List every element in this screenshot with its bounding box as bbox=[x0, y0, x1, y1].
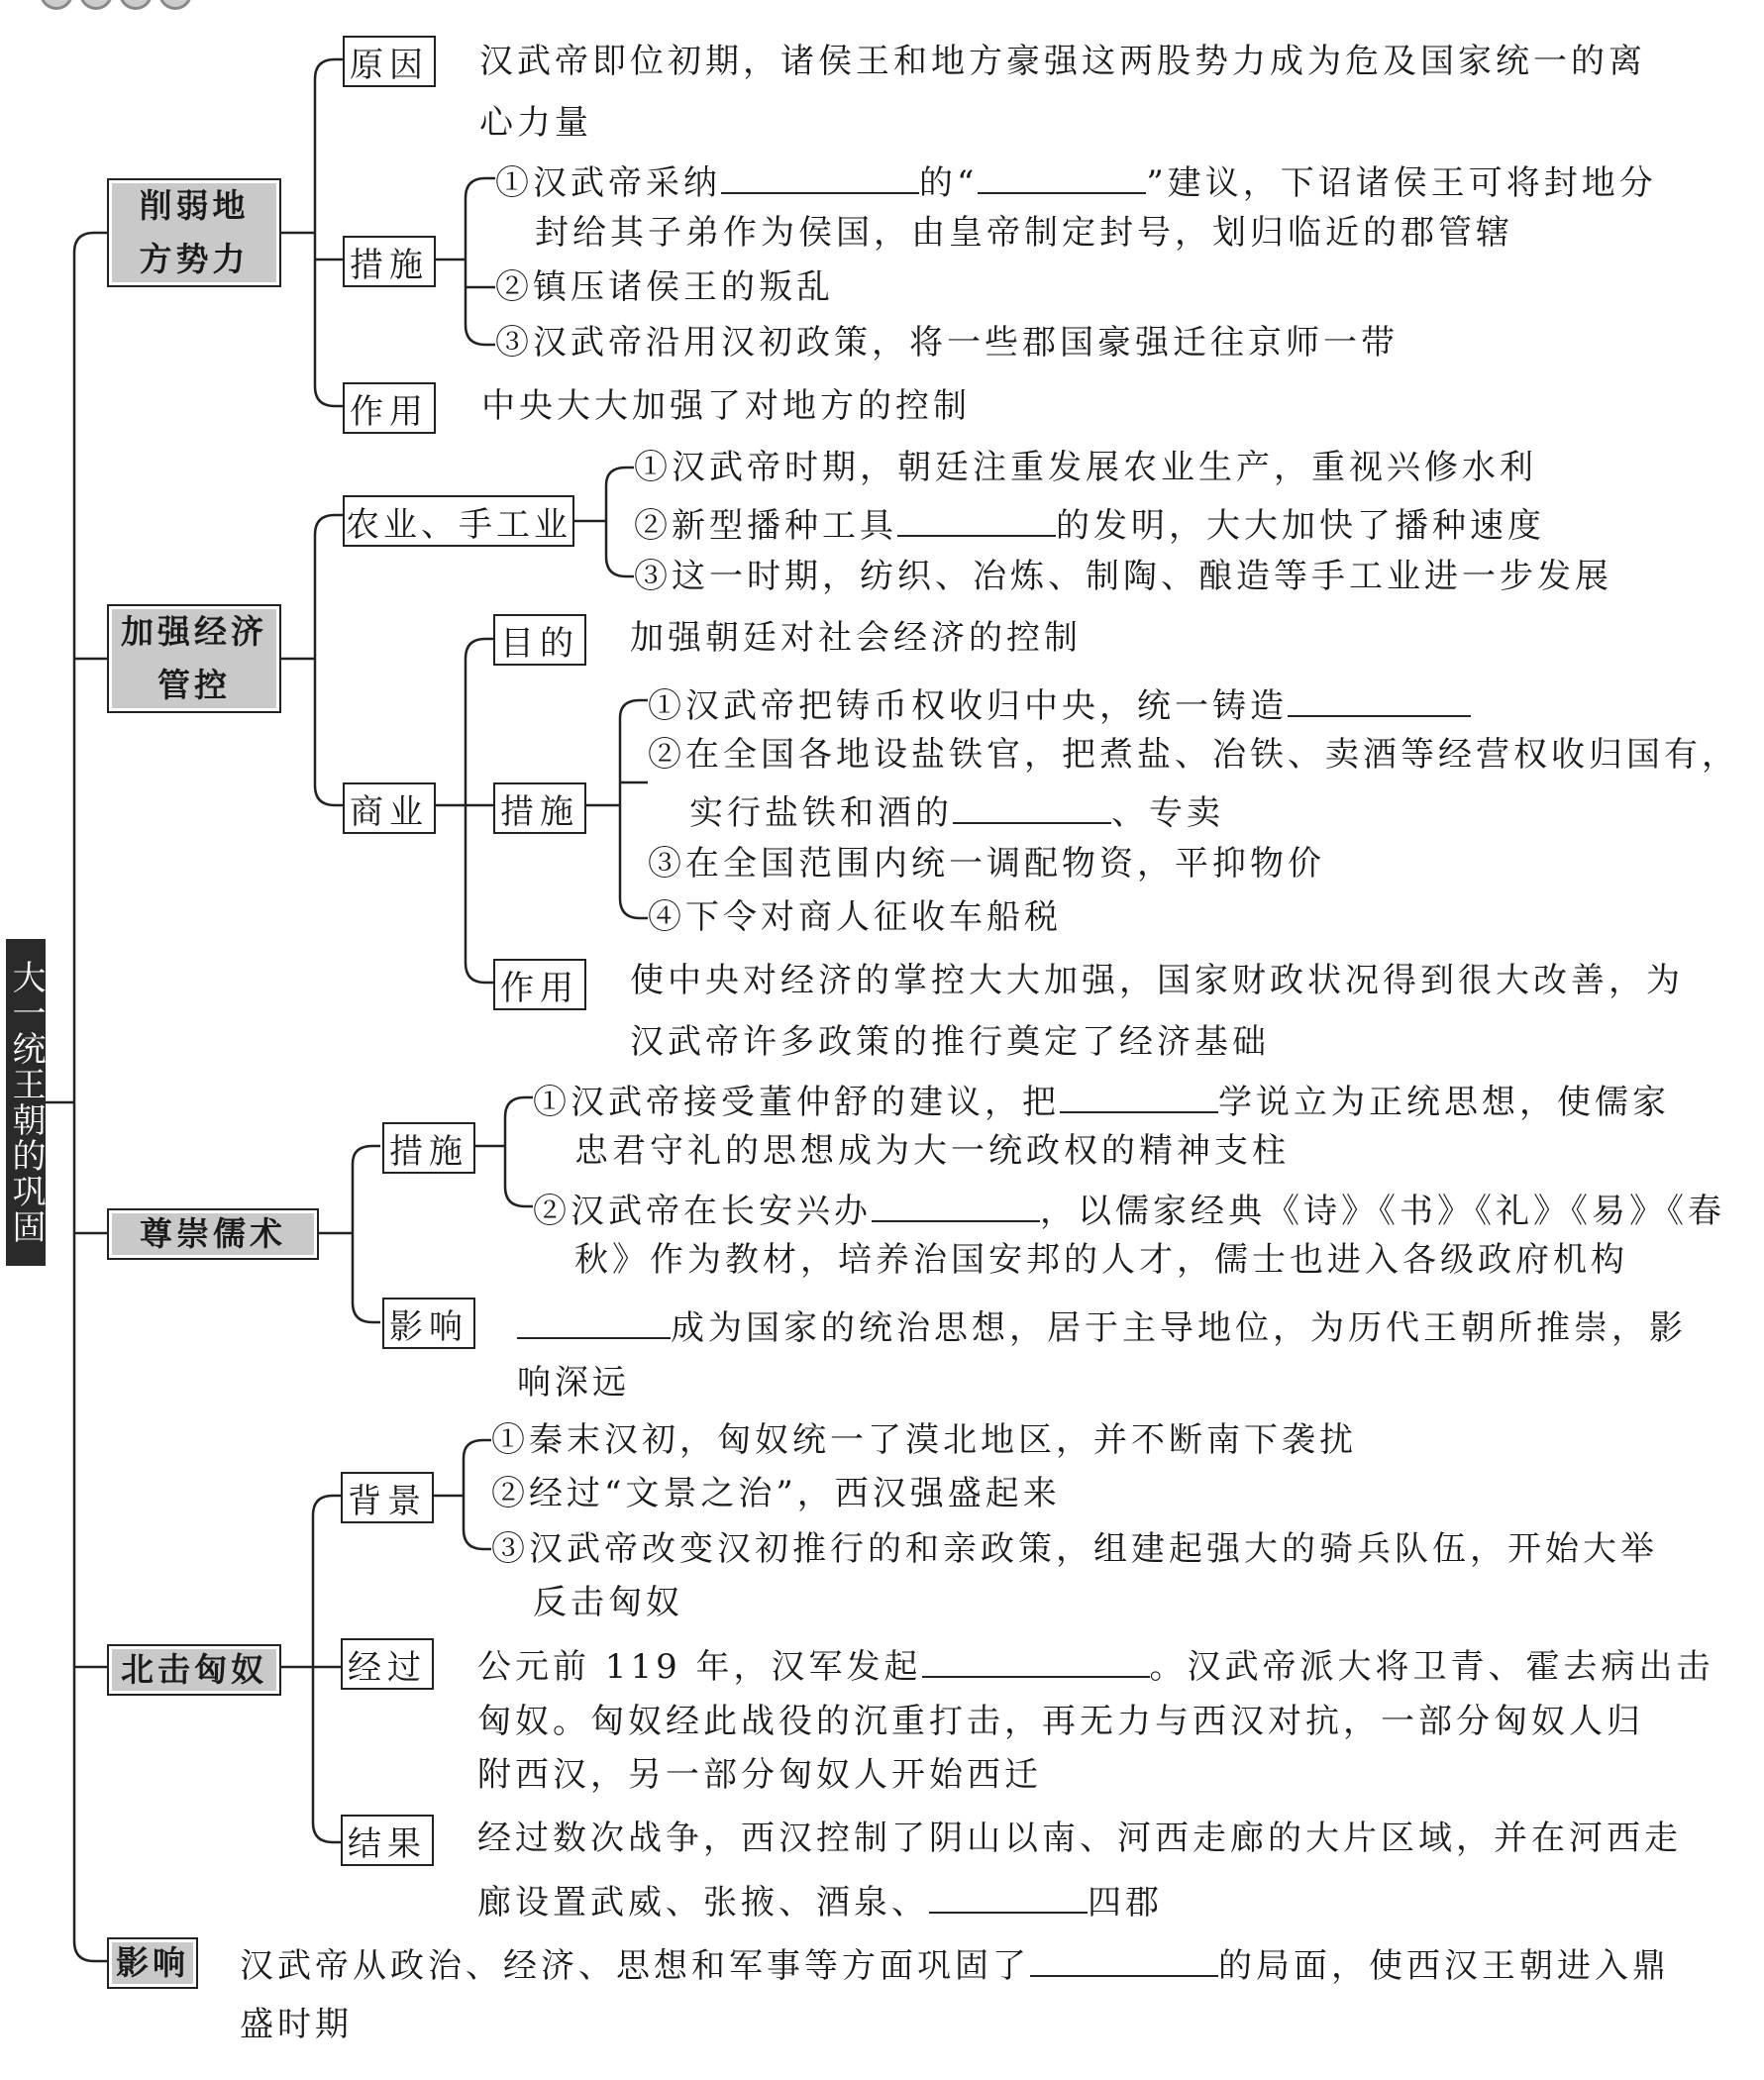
b2-measure-2-line1: ②在全国各地设盐铁官，把煮盐、冶铁、卖酒等经营权收归国有， bbox=[648, 735, 1739, 775]
b3-influence-label: 影响 bbox=[382, 1298, 475, 1349]
branch-weaken-local-powers: 削弱地 方势力 bbox=[107, 178, 281, 287]
main-title: 大一统王朝的巩固 bbox=[6, 939, 46, 1266]
b3-influence-line2: 响深远 bbox=[517, 1363, 630, 1403]
fill-blank[interactable] bbox=[1030, 1941, 1218, 1977]
b2-effect-label: 作用 bbox=[493, 959, 586, 1010]
b1-measure-1: ①汉武帝采纳 的“ ”建议，下诏诸侯王可将封地分 bbox=[495, 158, 1657, 203]
b1-measures-label: 措施 bbox=[343, 236, 436, 287]
fill-blank[interactable] bbox=[978, 158, 1146, 194]
b4-background-3-line2: 反击匈奴 bbox=[533, 1583, 683, 1622]
b2-commerce-label: 商业 bbox=[343, 782, 436, 834]
b2-effect-line2: 汉武帝许多政策的推行奠定了经济基础 bbox=[630, 1022, 1270, 1062]
b2-purpose-label: 目的 bbox=[493, 614, 586, 666]
b2-measures-label: 措施 bbox=[493, 782, 586, 834]
b2-purpose: 加强朝廷对社会经济的控制 bbox=[630, 618, 1082, 658]
b2-agri-2: ②新型播种工具 的发明，大大加快了播种速度 bbox=[634, 501, 1545, 546]
fill-blank[interactable] bbox=[929, 1878, 1088, 1914]
b1-measure-1-line2: 封给其子弟作为侯国，由皇帝制定封号，划归临近的郡管辖 bbox=[535, 213, 1513, 253]
b4-result-line2: 廊设置武威、张掖、酒泉、 四郡 bbox=[477, 1878, 1163, 1923]
b4-course-line2: 匈奴。匈奴经此战役的沉重打击，再无力与西汉对抗，一部分匈奴人归 bbox=[477, 1702, 1644, 1741]
b1-effect: 中央大大加强了对地方的控制 bbox=[481, 386, 971, 426]
b2-measure-2-line2: 实行盐铁和酒的 、专卖 bbox=[689, 788, 1224, 833]
b4-result-line1: 经过数次战争，西汉控制了阴山以南、河西走廊的大片区域，并在河西走 bbox=[477, 1819, 1682, 1858]
branch-influence: 影响 bbox=[107, 1937, 198, 1989]
b2-measure-4: ④下令对商人征收车船税 bbox=[648, 897, 1062, 937]
b2-agriculture-label: 农业、手工业 bbox=[343, 495, 574, 547]
b4-course-line3: 附西汉，另一部分匈奴人开始西迁 bbox=[477, 1755, 1042, 1795]
b1-measure-2: ②镇压诸侯王的叛乱 bbox=[495, 267, 834, 307]
b4-background-2: ②经过“文景之治”，西汉强盛起来 bbox=[491, 1474, 1061, 1513]
b4-result-label: 结果 bbox=[341, 1815, 434, 1866]
b2-measure-1: ①汉武帝把铸币权收归中央，统一铸造 bbox=[648, 681, 1471, 726]
branch-respect-confucianism: 尊崇儒术 bbox=[107, 1208, 319, 1260]
fill-blank[interactable] bbox=[953, 788, 1111, 824]
b1-cause-label: 原因 bbox=[343, 36, 436, 87]
b1-measure-3: ③汉武帝沿用汉初政策，将一些郡国豪强迁往京师一带 bbox=[495, 323, 1399, 363]
b2-agri-1: ①汉武帝时期，朝廷注重发展农业生产，重视兴修水利 bbox=[634, 448, 1537, 487]
branch-attack-xiongnu: 北击匈奴 bbox=[107, 1644, 281, 1696]
fill-blank[interactable] bbox=[721, 158, 919, 194]
b3-measure-1: ①汉武帝接受董仲舒的建议，把 学说立为正统思想，使儒家 bbox=[533, 1078, 1670, 1122]
b3-influence-line1: 成为国家的统治思想，居于主导地位，为历代王朝所推崇，影 bbox=[517, 1303, 1687, 1348]
b5-text-line1: 汉武帝从政治、经济、思想和军事等方面巩固了 的局面，使西汉王朝进入鼎 bbox=[240, 1941, 1670, 1986]
fill-blank[interactable] bbox=[872, 1187, 1040, 1222]
b1-cause-line2: 心力量 bbox=[479, 103, 592, 143]
fill-blank[interactable] bbox=[897, 501, 1056, 537]
fill-blank[interactable] bbox=[517, 1303, 671, 1339]
b3-measure-2-line2: 秋》作为教材，培养治国安邦的人才，儒士也进入各级政府机构 bbox=[574, 1240, 1628, 1280]
fill-blank[interactable] bbox=[1288, 681, 1471, 717]
b4-course-label: 经过 bbox=[341, 1638, 434, 1690]
b5-text-line2: 盛时期 bbox=[240, 2005, 353, 2044]
fill-blank[interactable] bbox=[1060, 1078, 1218, 1113]
b1-effect-label: 作用 bbox=[343, 382, 436, 434]
b3-measures-label: 措施 bbox=[382, 1122, 475, 1174]
branch-strengthen-economy: 加强经济 管控 bbox=[107, 604, 281, 713]
b2-effect-line1: 使中央对经济的掌控大大加强，国家财政状况得到很大改善，为 bbox=[630, 961, 1684, 1000]
b3-measure-1-line2: 忠君守礼的思想成为大一统政权的精神支柱 bbox=[574, 1131, 1290, 1171]
b2-measure-3: ③在全国范围内统一调配物资，平抑物价 bbox=[648, 844, 1325, 884]
b4-background-label: 背景 bbox=[341, 1472, 434, 1523]
b4-course-line1: 公元前 119 年，汉军发起 。汉武帝派大将卫青、霍去病出击 bbox=[477, 1642, 1714, 1687]
fill-blank[interactable] bbox=[922, 1642, 1150, 1678]
b3-measure-2: ②汉武帝在长安兴办 ，以儒家经典《诗》《书》《礼》《易》《春 bbox=[533, 1187, 1725, 1231]
b4-background-1: ①秦末汉初，匈奴统一了漠北地区，并不断南下袭扰 bbox=[491, 1420, 1357, 1460]
b4-background-3: ③汉武帝改变汉初推行的和亲政策，组建起强大的骑兵队伍，开始大举 bbox=[491, 1529, 1658, 1569]
b1-cause-line1: 汉武帝即位初期，诸侯王和地方豪强这两股势力成为危及国家统一的离 bbox=[479, 42, 1646, 81]
b2-agri-3: ③这一时期，纺织、冶炼、制陶、酿造等手工业进一步发展 bbox=[634, 557, 1612, 596]
